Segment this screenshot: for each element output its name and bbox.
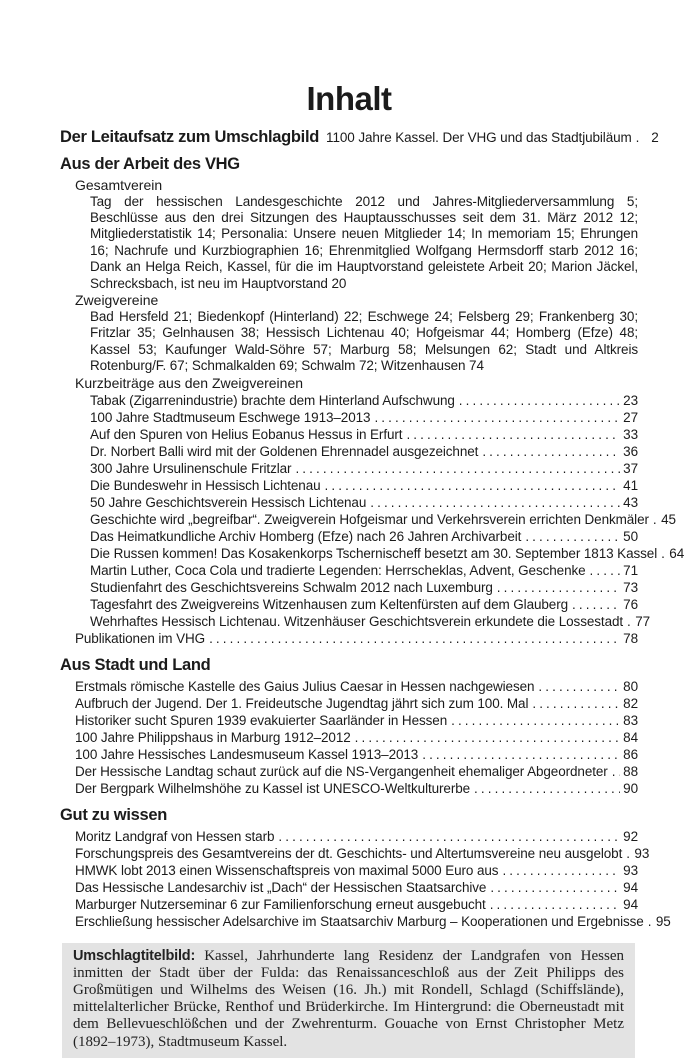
toc-entry-page: 27 <box>623 409 638 425</box>
dot-leader <box>611 763 620 780</box>
toc-entry-page: 83 <box>623 712 638 728</box>
toc-entry <box>90 511 676 528</box>
dot-leader <box>369 494 620 511</box>
toc-entry-page: 77 <box>635 613 651 629</box>
toc-entry <box>75 763 638 780</box>
toc-entry-page: 82 <box>623 695 638 711</box>
toc-entry-title: Wehrhaftes Hessisch Lichtenau. Witzenhäuser Geschichtsverein erkundete die Lossestadt <box>90 613 624 629</box>
dot-leader <box>373 409 620 426</box>
lead-entry-subtitle: 1100 Jahre Kassel. Der VHG und das Stadtjubiläum <box>326 129 632 145</box>
toc-entry-page: 2 <box>651 129 659 145</box>
dot-leader <box>589 562 620 579</box>
toc-entry-title: Das Hessische Landesarchiv ist „Dach“ der Hessischen Staatsarchive <box>75 879 487 895</box>
toc-entry-page: 78 <box>623 630 638 646</box>
dot-leader <box>635 129 641 146</box>
toc-list-gut-zu-wissen <box>75 828 671 930</box>
toc-entry-page: 80 <box>623 678 638 694</box>
toc-entry <box>75 862 638 879</box>
toc-entry <box>90 494 638 511</box>
toc-entry-title: 100 Jahre Philippshaus in Marburg 1912–2012 <box>75 729 351 745</box>
dot-leader <box>501 862 620 879</box>
toc-entry <box>90 443 638 460</box>
section-heading-gut-zu-wissen: Gut zu wissen <box>60 805 168 824</box>
toc-entry <box>90 409 638 426</box>
toc-entry-page: 64 <box>669 545 685 561</box>
toc-entry-page: 71 <box>623 562 638 578</box>
toc-list-kurzbeitraege <box>90 392 685 630</box>
dot-leader <box>277 828 620 845</box>
dot-leader <box>537 678 620 695</box>
toc-entry-title: Aufbruch der Jugend. Der 1. Freideutsche Jugendtag jährt sich zum 100. Mal <box>75 695 529 711</box>
dot-leader <box>473 780 620 797</box>
toc-entry <box>90 460 638 477</box>
section-heading-arbeit-des-vhg: Aus der Arbeit des VHG <box>60 154 240 173</box>
dot-leader <box>208 630 620 647</box>
toc-entry <box>75 695 638 712</box>
subsection-label-gesamtverein: Gesamtverein <box>75 176 163 193</box>
dot-leader <box>625 845 631 862</box>
toc-entry-title: Dr. Norbert Balli wird mit der Goldenen Ehrennadel ausgezeichnet <box>90 443 479 459</box>
section-heading-stadt-und-land: Aus Stadt und Land <box>60 655 211 674</box>
toc-entry <box>75 746 638 763</box>
toc-entry <box>90 477 638 494</box>
toc-entry-title: Marburger Nutzerseminar 6 zur Familienforschung erneut ausgebucht <box>75 896 486 912</box>
toc-entry-title: Historiker sucht Spuren 1939 evakuierter Saarländer in Hessen <box>75 712 448 728</box>
toc-entry-page: 93 <box>634 845 650 861</box>
toc-entry <box>75 879 638 896</box>
toc-entry-title: Moritz Landgraf von Hessen starb <box>75 828 275 844</box>
subsection-label-kurzbeitraege: Kurzbeiträge aus den Zweigvereinen <box>75 374 304 391</box>
cover-caption-box <box>62 943 635 1058</box>
toc-entry-title: Erstmals römische Kastelle des Gaius Julius Caesar in Hessen nachgewiesen <box>75 678 535 694</box>
toc-entry-page: 50 <box>623 528 638 544</box>
toc-entry-page: 88 <box>623 763 638 779</box>
dot-leader <box>652 511 658 528</box>
toc-entry <box>75 896 638 913</box>
paragraph-gesamtverein: Tag der hessischen Landesgeschichte 2012 und Jahres-Mitgliederversammlung 5; Beschlüsse aus den drei Sitzungen des Hauptausschusses seit dem 31. März 2012 12; Mitgliederstatistik 14; Personalia: Unsere neuen Mitglieder 14; In memoriam 15; Ehrungen 16; Nachrufe und Kurzbiographien 16; Ehrenmitglied Wolfgang Hermsdorff starb 2012 16; Dank an Helga Reich, Kassel, für die im Hauptvorstand geleistete Arbeit 20; Marion Jäckel, Schrecksbach, ist neu im Hauptvorstand 20 <box>90 193 638 291</box>
toc-entry <box>75 712 638 729</box>
toc-entry-title: Auf den Spuren von Helius Eobanus Hessus in Erfurt <box>90 426 403 442</box>
toc-entry-page: 23 <box>623 392 638 408</box>
toc-entry <box>75 913 671 930</box>
toc-entry-lead <box>60 127 659 146</box>
cover-caption-text: Kassel, Jahrhunderte lang Residenz der Landgrafen von Hessen inmitten der Stadt über der Fulda: das Renaissanceschloß aus der Zeit Philipps des Großmütigen und Wilhelms des Weisen (16. Jh.) mit Rondell, Schlagd (Schiffslände), mittelalterlicher Brücke, Renthof und Brüderkirche. Im Hintergrund: die Oberneustadt mit dem Bellevueschlößchen und der Zwehrenturm. Gouache von Ernst Christopher Metz (1892–1973), Stadtmuseum Kassel. <box>73 947 625 1050</box>
toc-entry <box>75 828 638 845</box>
dot-leader <box>489 896 620 913</box>
toc-entry-title: Die Bundeswehr in Hessisch Lichtenau <box>90 477 321 493</box>
dot-leader <box>647 913 653 930</box>
toc-list-stadt-und-land <box>75 678 638 797</box>
toc-entry <box>90 562 638 579</box>
dot-leader <box>660 545 666 562</box>
toc-entry <box>90 613 651 630</box>
toc-entry <box>90 426 638 443</box>
toc-entry-page: 37 <box>623 460 638 476</box>
dot-leader <box>354 729 620 746</box>
page-title: Inhalt <box>306 80 392 117</box>
toc-entry-title: Die Russen kommen! Das Kosakenkorps Tschernischeff besetzt am 30. September 1813 Kassel <box>90 545 658 561</box>
toc-entry-page: 33 <box>623 426 638 442</box>
toc-entry-page: 43 <box>623 494 638 510</box>
toc-entry-title: Geschichte wird „begreifbar“. Zweigverein Hofgeismar und Verkehrsverein errichten Denkmäler <box>90 511 649 527</box>
toc-entry-page: 93 <box>623 862 638 878</box>
toc-entry-page: 36 <box>623 443 638 459</box>
dot-leader <box>324 477 620 494</box>
toc-entry-title: Erschließung hessischer Adelsarchive im Staatsarchiv Marburg – Kooperationen und Ergebnisse <box>75 913 644 929</box>
toc-entry <box>75 845 650 862</box>
toc-entry-page: 94 <box>623 879 638 895</box>
toc-entry-title: Tabak (Zigarrenindustrie) brachte dem Hinterland Aufschwung <box>90 392 455 408</box>
toc-entry-page: 41 <box>623 477 638 493</box>
lead-entry-heading: Der Leitaufsatz zum Umschlagbild <box>60 127 320 146</box>
toc-entry-title: 100 Jahre Stadtmuseum Eschwege 1913–2013 <box>90 409 371 425</box>
toc-entry-title: Das Heimatkundliche Archiv Homberg (Efze) nach 26 Jahren Archivarbeit <box>90 528 522 544</box>
toc-entry-title: Studienfahrt des Geschichtsvereins Schwalm 2012 nach Luxemburg <box>90 579 493 595</box>
toc-entry-page: 92 <box>623 828 638 844</box>
dot-leader <box>421 746 620 763</box>
toc-entry <box>90 545 685 562</box>
toc-entry-title: Forschungspreis des Gesamtvereins der dt. Geschichts- und Altertumsvereine neu ausgelobt <box>75 845 623 861</box>
toc-entry-page: 45 <box>661 511 676 527</box>
subsection-label-zweigvereine: Zweigvereine <box>75 292 159 309</box>
toc-entry-title: 300 Jahre Ursulinenschule Fritzlar <box>90 460 292 476</box>
toc-entry-page: 73 <box>623 579 638 595</box>
dot-leader <box>626 613 632 630</box>
toc-entry-page: 90 <box>623 780 638 796</box>
toc-entry-title: Martin Luther, Coca Cola und tradierte Legenden: Herrscheklas, Advent, Geschenke <box>90 562 586 578</box>
toc-entry-page: 94 <box>623 896 638 912</box>
dot-leader <box>458 392 620 409</box>
toc-entry <box>90 579 638 596</box>
dot-leader <box>531 695 620 712</box>
toc-entry <box>75 780 638 797</box>
toc-entry-page: 84 <box>623 729 638 745</box>
dot-leader <box>405 426 620 443</box>
toc-entry-title: Tagesfahrt des Zweigvereins Witzenhausen zum Keltenfürsten auf dem Glauberg <box>90 596 569 612</box>
toc-entry-title: Der Hessische Landtag schaut zurück auf die NS-Vergangenheit ehemaliger Abgeordneter <box>75 763 608 779</box>
toc-entry-page: 86 <box>623 746 638 762</box>
toc-entry-title: Publikationen im VHG <box>75 630 206 646</box>
dot-leader <box>524 528 620 545</box>
dot-leader <box>294 460 620 477</box>
toc-entry <box>90 392 638 409</box>
toc-entry-title: 50 Jahre Geschichtsverein Hessisch Lichtenau <box>90 494 367 510</box>
dot-leader <box>496 579 620 596</box>
toc-entry <box>75 729 638 746</box>
toc-entry-title: HMWK lobt 2013 einen Wissenschaftspreis von maximal 5000 Euro aus <box>75 862 499 878</box>
toc-entry-page: 95 <box>655 913 671 929</box>
dot-leader <box>571 596 620 613</box>
toc-entry-title: Der Bergpark Wilhelmshöhe zu Kassel ist UNESCO-Weltkulturerbe <box>75 780 471 796</box>
toc-entry <box>75 678 638 695</box>
cover-caption-label: Umschlagtitelbild: <box>73 947 196 964</box>
toc-entry-title: 100 Jahre Hessisches Landesmuseum Kassel 1913–2013 <box>75 746 419 762</box>
toc-entry-page: 76 <box>623 596 638 612</box>
dot-leader <box>481 443 620 460</box>
toc-entry <box>90 528 638 545</box>
paragraph-zweigvereine: Bad Hersfeld 21; Biedenkopf (Hinterland) 22; Eschwege 24; Felsberg 29; Frankenberg 30; Fritzlar 35; Gelnhausen 38; Hessisch Lichtenau 40; Hofgeismar 44; Homberg (Efze) 48; Kassel 53; Kaufunger Wald-Söhre 57; Marburg 58; Melsungen 62; Stadt und Altkreis Rotenburg/F. 67; Schmalkalden 69; Schwalm 72; Witzenhausen 74 <box>90 309 638 374</box>
toc-entry-publikationen <box>75 630 638 647</box>
dot-leader <box>489 879 620 896</box>
dot-leader <box>450 712 620 729</box>
toc-entry <box>90 596 638 613</box>
